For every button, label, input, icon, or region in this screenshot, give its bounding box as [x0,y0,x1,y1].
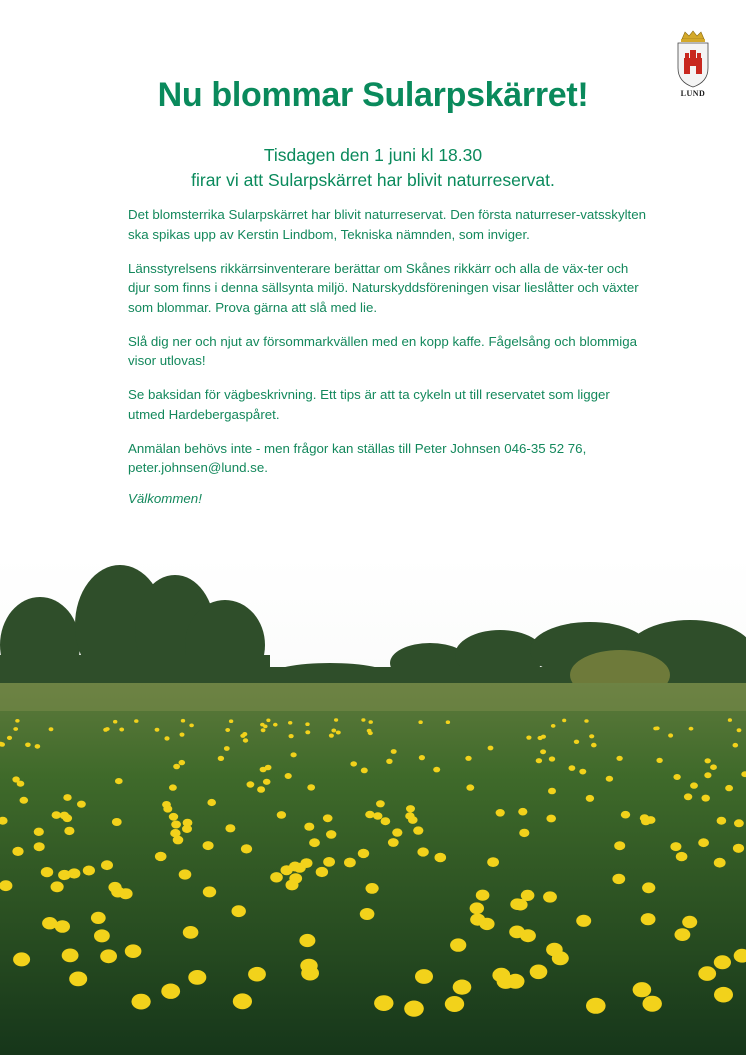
globeflower [367,729,372,733]
globeflower [612,874,625,884]
globeflower [391,749,397,754]
globeflower [119,728,124,732]
globeflower [415,969,433,984]
globeflower [305,730,310,734]
globeflower [224,746,230,751]
globeflower [94,929,110,942]
globeflower [551,724,556,728]
globeflower [257,786,265,793]
globeflower [34,828,44,836]
globeflower [614,841,625,850]
globeflower [316,867,328,877]
paragraph: Det blomsterrika Sularpskärret har blivit naturreservat. Den första naturreser-vatsskylten ska spikas upp av Kerstin Lindbom, Tekniska nämnden, som inviger. [128,207,647,242]
globeflower [62,949,79,963]
globeflower [323,814,333,822]
globeflower [589,734,594,738]
globeflower [243,738,248,742]
globeflower [207,799,216,806]
globeflower [112,818,122,826]
globeflower [569,765,576,771]
globeflower [466,784,474,790]
globeflower [360,908,375,920]
globeflower [365,811,374,819]
globeflower [445,996,464,1012]
globeflower [51,881,64,892]
globeflower [300,959,317,973]
globeflower [586,795,594,802]
globeflower [77,801,86,808]
globeflower [242,732,247,736]
globeflower [163,805,172,812]
globeflower [579,769,586,775]
globeflower [266,719,270,723]
globeflower [705,758,711,763]
globeflower [487,857,499,867]
globeflower [698,838,709,847]
globeflower [113,720,117,724]
welcome-text: Välkommen! [128,491,202,506]
globeflower [289,873,302,883]
globeflower [188,970,206,985]
globeflower [180,733,185,737]
globeflower [543,891,557,902]
globeflower [225,728,230,732]
globeflower [433,767,440,773]
globeflower [574,740,579,744]
globeflower [350,761,357,766]
globeflower [218,756,224,761]
globeflower [183,819,193,827]
body-text [128,205,648,523]
globeflower [309,838,320,847]
globeflower [329,734,334,738]
globeflower [69,972,87,987]
globeflower [446,720,450,724]
globeflower [413,826,423,834]
globeflower [530,965,548,980]
globeflower [233,993,252,1009]
event-description-line: firar vi att Sularpskärret har blivit naturreservat. [191,170,555,190]
globeflower [101,860,113,870]
globeflower [270,872,283,882]
globeflower [331,729,336,733]
globeflower [536,758,542,763]
globeflower [334,718,338,721]
globeflower [203,886,216,897]
globeflower [326,830,336,839]
globeflower [381,817,391,825]
globeflower [291,752,297,757]
globeflower [13,727,18,731]
globeflower [68,868,80,878]
globeflower [55,920,70,933]
globeflower [725,785,733,791]
globeflower [682,916,697,928]
globeflower [641,817,651,825]
globeflower [171,821,181,829]
globeflower [241,844,252,853]
globeflower [34,842,45,851]
globeflower [733,743,739,748]
meadow-photo [0,555,746,1055]
globeflower [260,767,267,773]
globeflower [25,743,31,748]
globeflower [465,756,471,761]
globeflower [161,984,180,999]
globeflower [733,844,744,853]
paragraph: Länsstyrelsens rikkärrsinventerare berättar om Skånes rikkärr och alla de väx-ter och djur som finns i denna sällsynta miljö. Naturskyddsföreningen visar lieslåtter och växter som blommar. Prova gärna att slå med lie. [128,260,639,315]
globeflower [307,784,315,790]
globeflower [526,736,531,740]
globeflower [132,994,151,1010]
globeflower [376,800,385,807]
globeflower [49,727,54,731]
globeflower [546,815,556,823]
globeflower [179,869,192,879]
globeflower [675,928,691,941]
globeflower [155,852,167,861]
globeflower [115,778,123,784]
globeflower [518,808,527,816]
globeflower [404,1001,424,1017]
globeflower [247,781,255,787]
globeflower [91,912,106,924]
globeflower [506,974,524,989]
globeflower [435,853,447,863]
globeflower [552,951,569,965]
page-title: Nu blommar Sularpskärret! [157,76,589,114]
globeflower [540,749,546,754]
globeflower [633,982,652,997]
globeflower [155,728,160,732]
globeflower [509,926,525,939]
globeflower [134,719,138,723]
globeflower [15,719,19,723]
globeflower [734,819,744,827]
globeflower [229,719,233,723]
globeflower [336,731,341,735]
globeflower [119,888,133,899]
globeflower [676,852,688,861]
globeflower [13,952,30,966]
globeflower [7,736,12,740]
globeflower [668,733,673,737]
globeflower [698,966,716,981]
globeflower [392,828,402,836]
globeflower [374,995,393,1011]
globeflower [105,727,110,731]
globeflower [260,723,265,727]
globeflower [83,866,95,876]
paragraph: Anmälan behövs inte - men frågor kan ställas till Peter Johnsen 046-35 52 76, peter.johnsen@lund.se. [128,440,587,475]
globeflower [549,756,555,761]
globeflower [203,841,214,850]
globeflower [714,955,731,969]
globeflower [361,768,368,774]
globeflower [717,817,727,825]
globeflower [386,759,392,764]
globeflower [17,781,25,787]
paragraph: Se baksidan för vägbeskrivning. Ett tips är att ta cykeln ut till reservatet som ligger utmed Hardebergaspåret. [128,387,610,422]
globeflower [304,823,314,831]
event-date-line: Tisdagen den 1 juni kl 18.30 [263,145,483,165]
globeflower [164,736,169,740]
globeflower [358,849,369,858]
globeflower [728,718,732,722]
globeflower [621,811,630,819]
globeflower [232,905,246,917]
globeflower [584,719,588,723]
globeflower [641,913,656,925]
globeflower [419,755,425,760]
globeflower [548,788,556,795]
globeflower [418,720,422,724]
globeflower [323,857,335,867]
globeflower [453,980,472,995]
globeflower [684,793,692,800]
globeflower [41,867,53,877]
globeflower [562,719,566,723]
globeflower [689,727,694,731]
globeflower [100,949,117,963]
globeflower [173,836,184,845]
globeflower [417,847,428,856]
globeflower [388,838,399,847]
globeflower [690,782,698,788]
globeflower [169,784,177,790]
globeflower [225,824,235,832]
globeflower [125,944,142,958]
globeflower [488,746,494,751]
globeflower [496,809,505,817]
globeflower [277,811,286,819]
globeflower [305,722,309,726]
globeflower [60,812,69,820]
globeflower [714,858,726,868]
globeflower [673,774,680,780]
globeflower [655,726,660,730]
globeflower [591,743,597,748]
globeflower [12,847,23,856]
globeflower [702,795,710,802]
globeflower [405,812,414,820]
globeflower [361,718,365,721]
globeflower [476,890,490,901]
globeflower [586,998,606,1014]
globeflower [450,938,466,951]
globeflower [52,811,61,819]
globeflower [521,890,535,901]
globeflower [656,758,662,763]
globeflower [373,812,382,820]
globeflower [281,865,293,875]
globeflower [538,736,543,740]
globeflower [406,805,415,812]
globeflower [64,827,74,835]
globeflower [737,728,742,732]
event-subtitle [0,143,746,193]
globeflower [285,773,292,779]
globeflower [273,723,278,727]
globeflower [263,779,271,785]
globeflower [642,882,655,893]
globeflower [181,719,185,723]
globeflower [714,987,733,1003]
globeflower [189,724,194,728]
paragraph: Slå dig ner och njut av försommarkvällen med en kopp kaffe. Fågelsång och blommiga visor utlovas! [128,333,638,368]
globeflower [289,734,294,738]
globeflower [510,898,524,910]
globeflower [576,915,591,927]
globeflower [299,934,315,947]
globeflower [35,744,41,749]
globeflower [519,829,529,837]
globeflower [616,756,622,761]
globeflower [173,764,180,770]
globeflower [470,914,485,926]
globeflower [63,794,71,801]
globeflower [643,996,662,1012]
globeflower [288,721,292,725]
globeflower [606,776,613,782]
globeflower [248,967,266,982]
globeflower [670,842,681,851]
globeflower [179,760,186,765]
globeflower [20,797,29,804]
globeflower [108,882,121,893]
globeflower [183,926,199,939]
globeflower [704,772,711,778]
globeflower [710,764,717,770]
globeflower [344,858,356,868]
globeflower [366,883,379,894]
meadow [0,683,746,1055]
globeflower [169,813,178,821]
globeflower [470,902,484,914]
globeflower [369,720,373,724]
globeflower [261,728,266,732]
logo-label: LUND [680,89,706,98]
